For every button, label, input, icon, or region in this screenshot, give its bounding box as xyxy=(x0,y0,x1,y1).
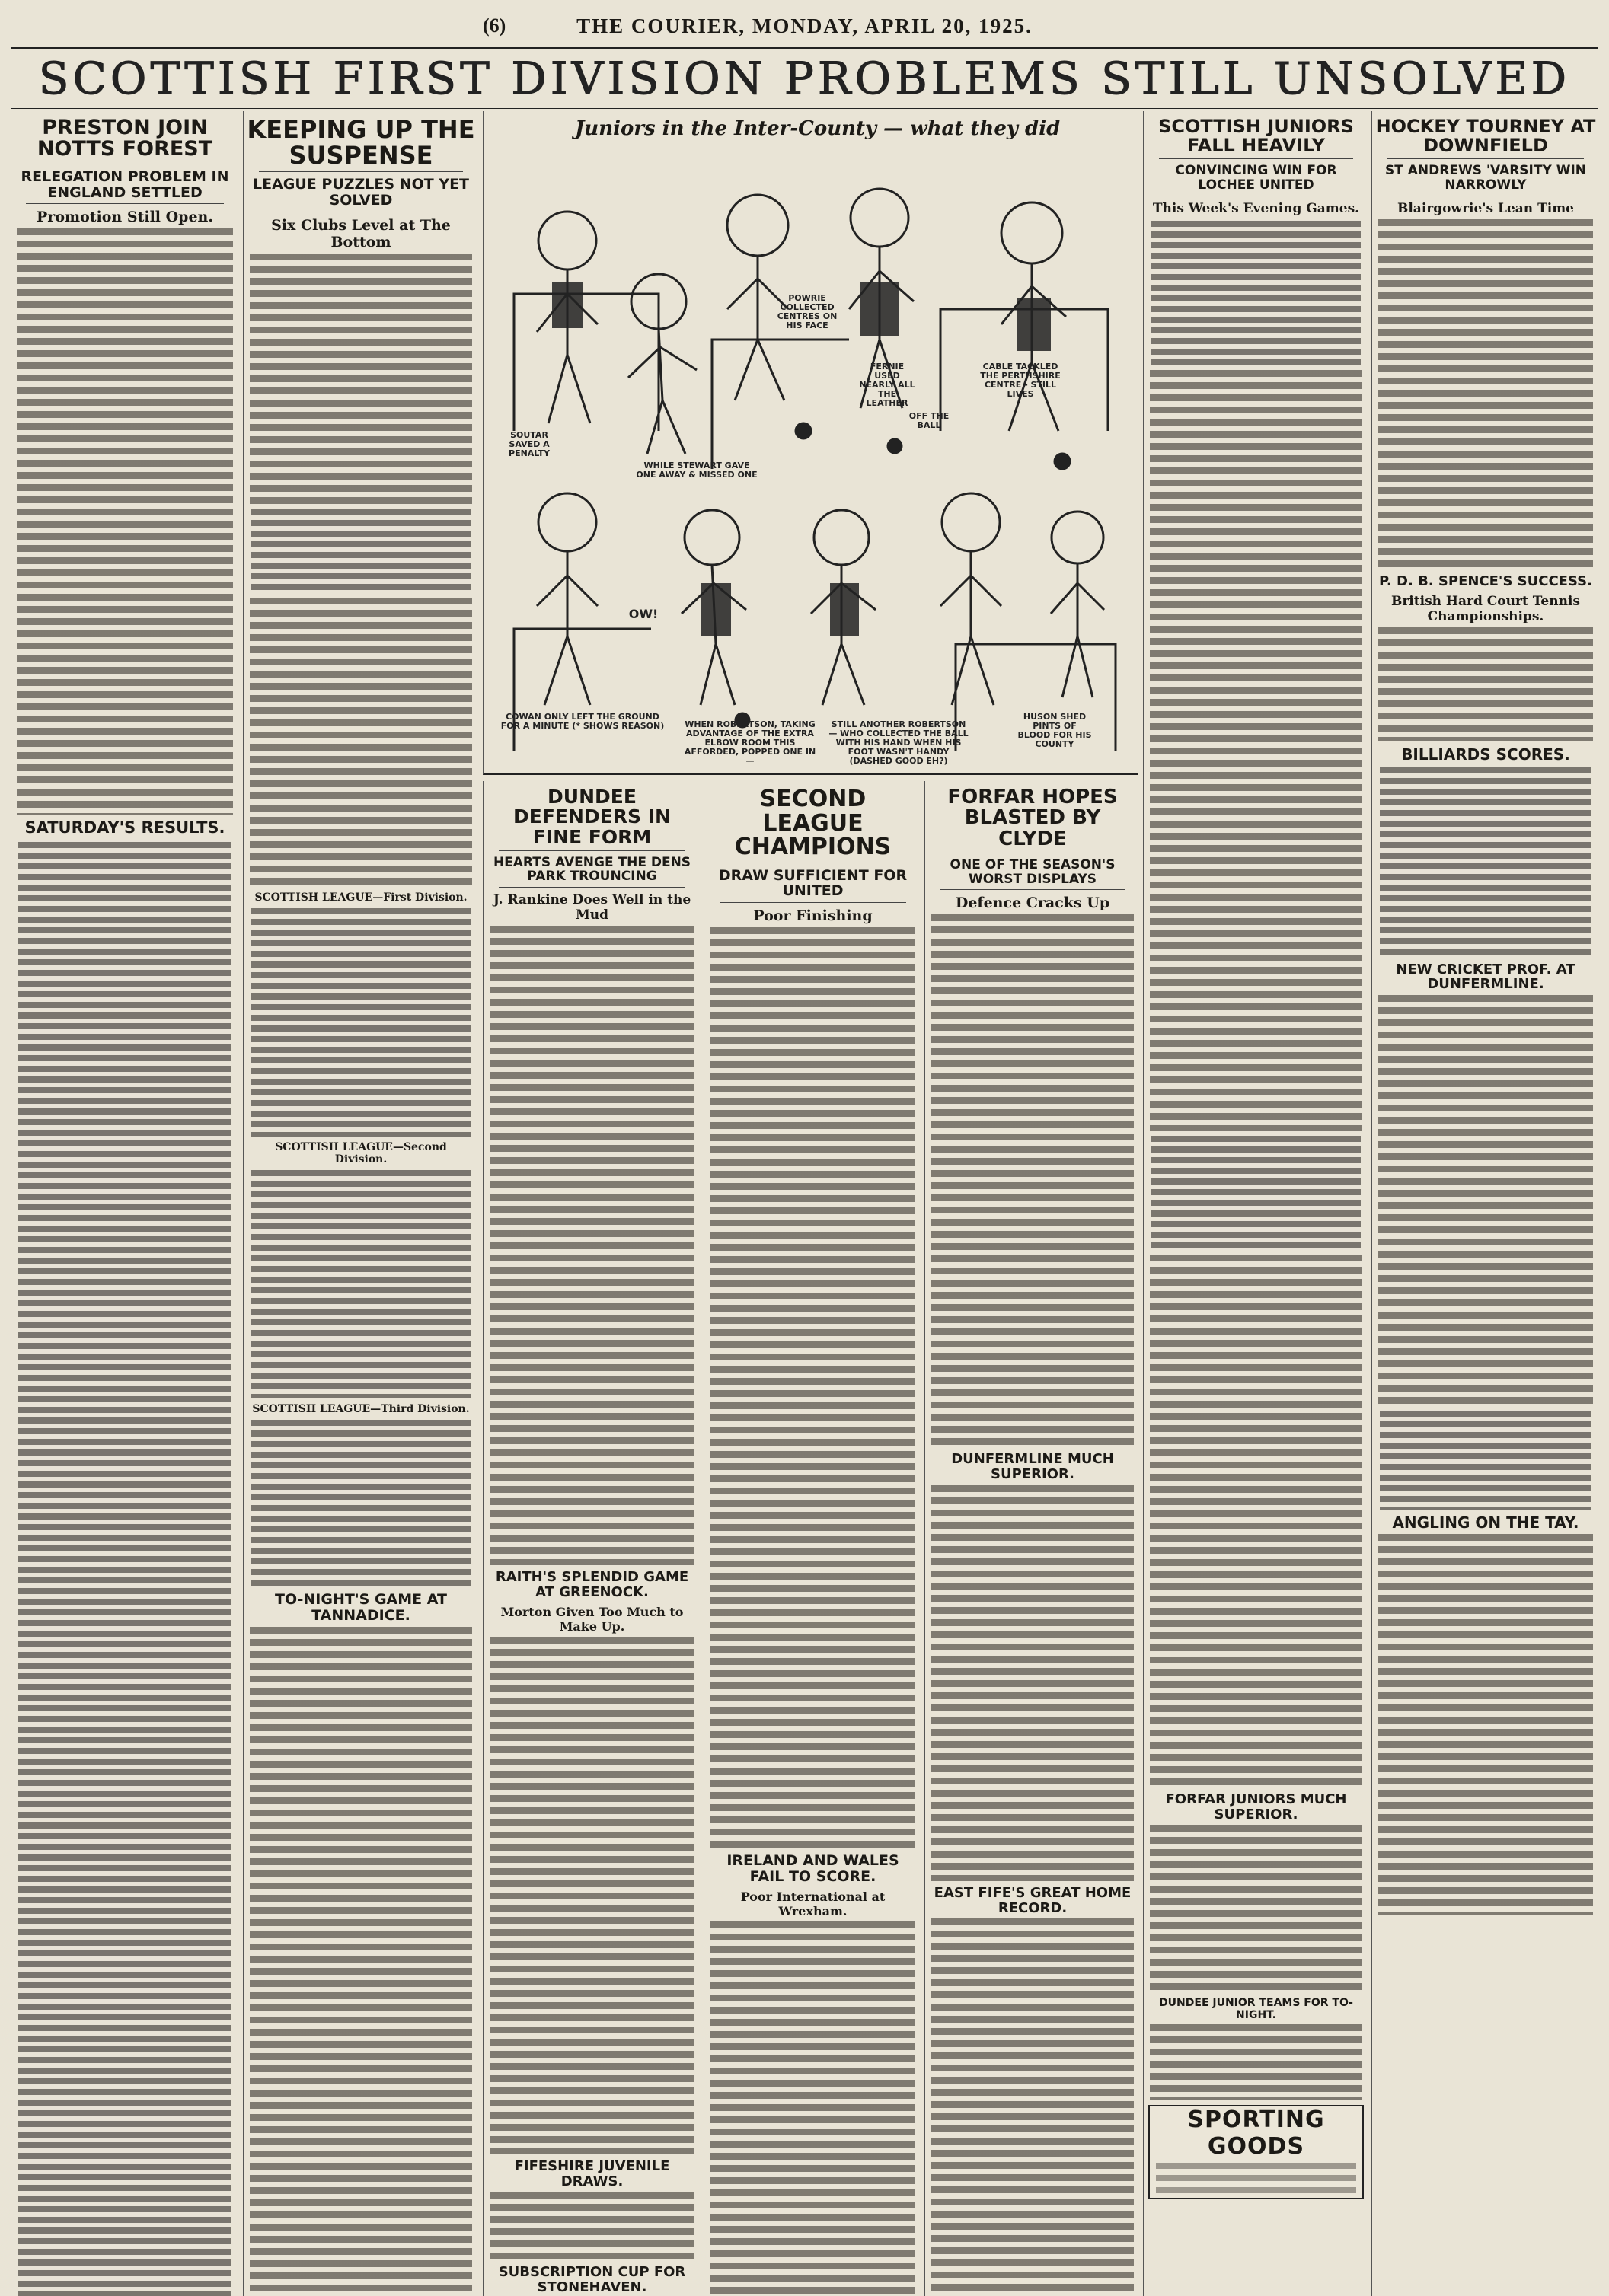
cartoon-panel xyxy=(483,111,1138,775)
headline-east-fife: EAST FIFE'S GREAT HOME RECORD. xyxy=(934,1884,1132,1916)
headline-hockey: HOCKEY TOURNEY AT DOWNFIELD xyxy=(1375,116,1596,157)
divider xyxy=(1159,158,1353,159)
subhead-rankine: J. Rankine Does Well in the Mud xyxy=(493,892,691,923)
masthead-title: THE COURIER, MONDAY, APRIL 20, 1925. xyxy=(576,14,1033,37)
subhead-defence: Defence Cracks Up xyxy=(955,894,1110,912)
column-1 xyxy=(11,111,239,2296)
headline-forfar-juniors: FORFAR JUNIORS MUCH SUPERIOR. xyxy=(1165,1791,1347,1822)
subhead-finishing: Poor Finishing xyxy=(753,907,873,925)
article-text xyxy=(250,1627,472,2296)
cartoon-note: COWAN ONLY LEFT THE GROUND FOR A MINUTE (* SHOWS REASON) xyxy=(500,712,665,731)
results-table xyxy=(18,842,231,2296)
headline-dundee: DUNDEE DEFENDERS IN FINE FORM xyxy=(513,786,671,848)
cartoon-note: OFF THE BALL xyxy=(908,411,950,430)
article-text xyxy=(1150,2024,1362,2100)
headline-cricket: NEW CRICKET PROF. AT DUNFERMLINE. xyxy=(1396,961,1575,993)
fixtures-table xyxy=(1380,1411,1591,1510)
headline-stonehaven: SUBSCRIPTION CUP FOR STONEHAVEN. xyxy=(498,2264,686,2296)
headline-dundee-teams: DUNDEE JUNIOR TEAMS FOR TO-NIGHT. xyxy=(1159,1997,1353,2022)
column-4 xyxy=(704,781,921,2296)
column-3 xyxy=(483,781,701,2296)
cartoon-note: CABLE TACKLED THE PERTHSHIRE CENTRE - STILL LIVES xyxy=(980,362,1061,399)
article-text xyxy=(1378,1534,1593,1915)
league-table-third xyxy=(251,1420,471,1587)
table-third-division: SCOTTISH LEAGUE—Third Division. xyxy=(252,1402,470,1415)
cartoon-note: WHILE STEWART GAVE ONE AWAY & MISSED ONE xyxy=(636,461,758,480)
subhead-six-clubs: Six Clubs Level at The Bottom xyxy=(271,216,451,250)
divider xyxy=(26,203,224,204)
article-text xyxy=(1378,219,1593,569)
subhead-evening-games: This Week's Evening Games. xyxy=(1152,200,1360,216)
article-text xyxy=(1150,1255,1362,1787)
divider xyxy=(499,850,685,851)
sporting-goods-title: SPORTING GOODS xyxy=(1187,2106,1325,2160)
subhead-tennis: British Hard Court Tennis Championships. xyxy=(1390,593,1580,624)
banner-headline xyxy=(11,49,1598,110)
subhead-draw: DRAW SUFFICIENT FOR UNITED xyxy=(718,866,908,900)
headline-spence: P. D. B. SPENCE'S SUCCESS. xyxy=(1379,572,1592,589)
article-text xyxy=(1150,1825,1362,1992)
cartoon-note: STILL ANOTHER ROBERTSON — WHO COLLECTED THE BALL WITH HIS HAND WHEN HIS FOOT WASN'T HANDY (DASHED GOOD EH?) xyxy=(828,719,969,766)
divider xyxy=(499,887,685,888)
table-first-division: SCOTTISH LEAGUE—First Division. xyxy=(254,891,468,904)
article-text xyxy=(250,254,472,505)
cartoon-note: OW! xyxy=(628,607,659,621)
page-number: (6) xyxy=(483,14,506,37)
cartoon-note: SOUTAR SAVED A PENALTY xyxy=(509,430,550,458)
column-2 xyxy=(243,111,478,2296)
table-second-division: SCOTTISH LEAGUE—Second Division. xyxy=(275,1140,447,1166)
article-text xyxy=(710,1921,915,2296)
columns-grid xyxy=(11,111,1598,2296)
masthead xyxy=(11,5,1598,49)
junior-league-table-second xyxy=(1151,1136,1361,1250)
article-text xyxy=(490,1637,694,2154)
cartoon-note: POWRIE COLLECTED CENTRES ON HIS FACE xyxy=(777,293,838,330)
results-title: SATURDAY'S RESULTS. xyxy=(24,818,225,837)
subhead-promotion: Promotion Still Open. xyxy=(37,209,213,226)
divider xyxy=(940,889,1125,890)
subhead-puzzles: LEAGUE PUZZLES NOT YET SOLVED xyxy=(252,176,470,209)
article-text xyxy=(1378,995,1593,1406)
article-text xyxy=(250,598,472,887)
subhead-hearts: HEARTS AVENGE THE DENS PARK TROUNCING xyxy=(493,854,691,885)
subhead-worst: ONE OF THE SEASON'S WORST DISPLAYS xyxy=(950,856,1116,887)
league-table-first xyxy=(251,908,471,1137)
billiards-table xyxy=(1380,767,1591,958)
ad-text xyxy=(1156,2163,1356,2193)
banner-text: SCOTTISH FIRST DIVISION PROBLEMS STILL UNSOLVED xyxy=(38,53,1571,104)
headline-dunfermline: DUNFERMLINE MUCH SUPERIOR. xyxy=(951,1451,1114,1483)
headline-tannadice: TO-NIGHT'S GAME AT TANNADICE. xyxy=(275,1590,447,1624)
headline-champions: SECOND LEAGUE CHAMPIONS xyxy=(734,786,892,860)
subhead-varsity: ST ANDREWS 'VARSITY WIN NARROWLY xyxy=(1384,163,1587,193)
subhead-morton: Morton Given Too Much to Make Up. xyxy=(500,1604,684,1634)
headline-juniors: SCOTTISH JUNIORS FALL HEAVILY xyxy=(1158,116,1354,157)
subhead-lochee: CONVINCING WIN FOR LOCHEE UNITED xyxy=(1175,163,1337,193)
article-text xyxy=(17,228,233,815)
article-text xyxy=(490,2192,694,2260)
column-5 xyxy=(924,781,1140,2296)
cartoon-note: FERNIE USED NEARLY ALL THE LEATHER xyxy=(859,362,915,408)
article-text xyxy=(710,927,915,1848)
headline-angling: ANGLING ON THE TAY. xyxy=(1392,1513,1579,1532)
headline-suspense: KEEPING UP THE SUSPENSE xyxy=(247,115,475,170)
column-7 xyxy=(1371,111,1599,2296)
subhead-relegation: RELEGATION PROBLEM IN ENGLAND SETTLED xyxy=(21,167,229,201)
headline-fifeshire: FIFESHIRE JUVENILE DRAWS. xyxy=(514,2157,670,2189)
cartoon-caption: Juniors in the Inter-County — what they did xyxy=(575,117,1061,140)
article-text xyxy=(931,914,1134,1447)
divider xyxy=(259,171,463,172)
headline-ireland-wales: IRELAND AND WALES FAIL TO SCORE. xyxy=(726,1852,899,1886)
article-text xyxy=(931,1918,1134,2296)
subhead-blairgowrie: Blairgowrie's Lean Time xyxy=(1397,200,1574,216)
headline-billiards: BILLIARDS SCORES. xyxy=(1401,745,1570,764)
column-6 xyxy=(1143,111,1368,2296)
headline-raith: RAITH'S SPLENDID GAME AT GREENOCK. xyxy=(495,1569,689,1600)
league-table-top xyxy=(251,509,471,593)
cartoon-note: HUSON SHED PINTS OF BLOOD FOR HIS COUNTY xyxy=(1017,712,1092,749)
cartoon-drawing xyxy=(484,111,1138,773)
headline-forfar: FORFAR HOPES BLASTED BY CLYDE xyxy=(947,786,1118,850)
divider xyxy=(720,902,906,903)
subhead-wrexham: Poor International at Wrexham. xyxy=(740,1889,886,1919)
cartoon-note: WHEN ROBERTSON, TAKING ADVANTAGE OF THE EXTRA ELBOW ROOM THIS AFFORDED, POPPED ONE IN — xyxy=(684,719,816,766)
article-text xyxy=(1378,627,1593,741)
article-text xyxy=(1150,370,1362,1131)
junior-league-table xyxy=(1151,221,1361,365)
article-text xyxy=(490,926,694,1565)
article-text xyxy=(931,1485,1134,1881)
league-table-second xyxy=(251,1170,471,1398)
headline-preston: PRESTON JOIN NOTTS FOREST xyxy=(37,116,213,161)
sporting-goods-ad xyxy=(1148,2105,1364,2199)
divider xyxy=(1387,158,1584,159)
